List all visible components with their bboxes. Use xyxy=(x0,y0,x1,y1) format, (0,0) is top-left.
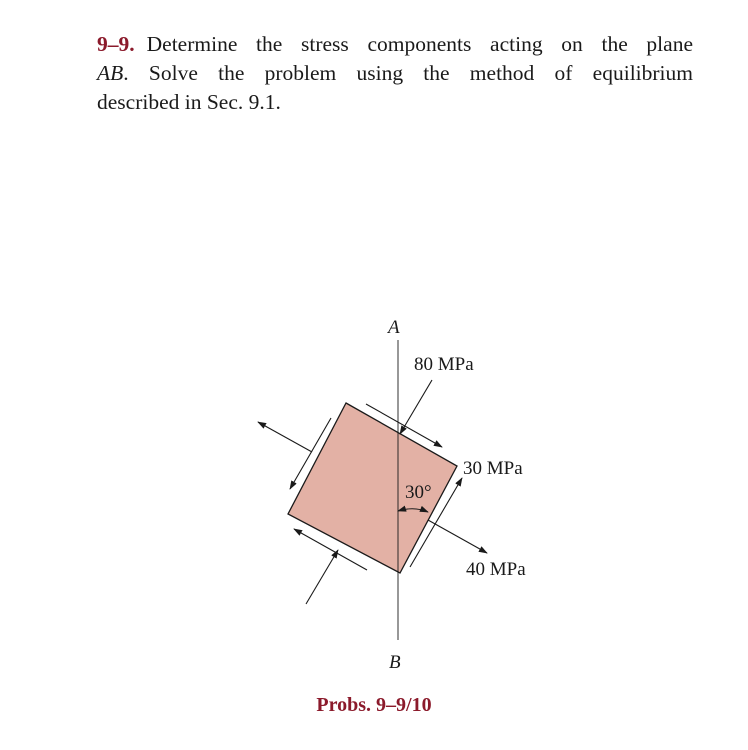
problem-line-2: AB. Solve the problem using the method of equilibrium xyxy=(97,61,693,85)
stress-label-30: 30 MPa xyxy=(463,458,523,479)
stress-label-40: 40 MPa xyxy=(466,559,526,580)
plane-label: AB xyxy=(97,61,124,85)
problem-line-3: described in Sec. 9.1. xyxy=(97,90,281,114)
stress-element xyxy=(288,403,457,573)
problem-line-1: 9–9. Determine the stress components acting on the plane xyxy=(97,32,693,56)
figure-caption: Probs. 9–9/10 xyxy=(316,694,432,716)
normal-stress-arrow-left xyxy=(258,422,312,452)
normal-stress-arrow-right xyxy=(428,520,487,553)
stress-label-80: 80 MPa xyxy=(414,354,474,375)
normal-stress-arrow-bottom xyxy=(306,550,338,604)
angle-label: 30° xyxy=(405,482,432,503)
problem-number: 9–9. xyxy=(97,32,135,56)
point-b-label: B xyxy=(389,652,401,673)
point-a-label: A xyxy=(388,317,400,338)
